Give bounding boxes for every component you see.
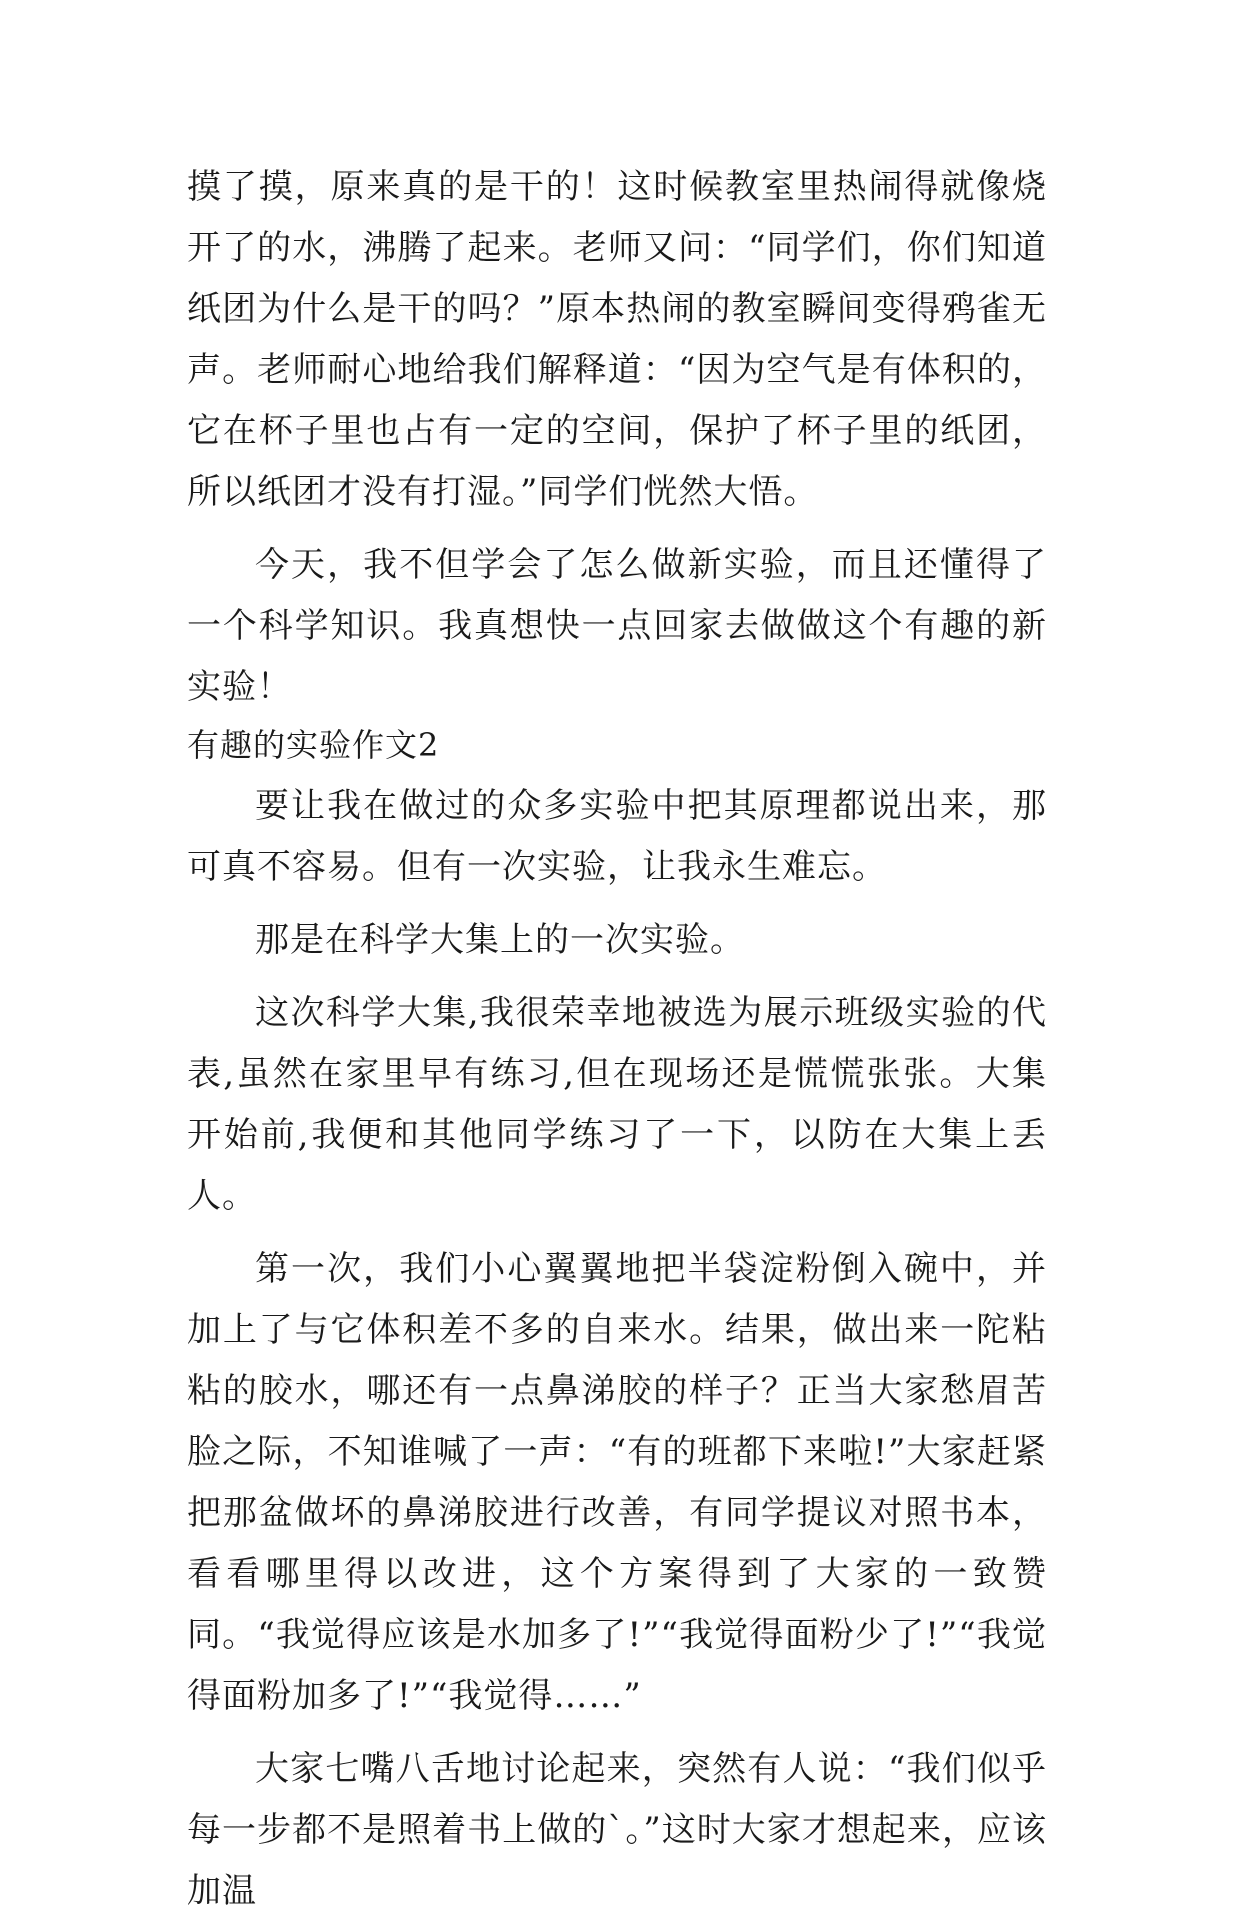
essay-title: 有趣的实验作文2 xyxy=(187,726,440,764)
paragraph-continued: 摸了摸，原来真的是干的！这时候教室里热闹得就像烧开了的水，沸腾了起来。老师又问：“同学们，你们知道纸团为什么是干的吗？”原本热闹的教室瞬间变得鸦雀无声。老师耐心地给我们解释道：“因为空气是有体积的，它在杯子里也占有一定的空间，保护了杯子里的纸团，所以纸团才没有打湿。”同学们恍然大悟。 xyxy=(187,167,1047,512)
paragraph-conclusion: 今天，我不但学会了怎么做新实验，而且还懂得了一个科学知识。我真想快一点回家去做做这个有趣的新实验！ xyxy=(187,545,1047,707)
paragraph-preparation: 这次科学大集,我很荣幸地被选为展示班级实验的代表,虽然在家里早有练习,但在现场还是慌慌张张。大集开始前,我便和其他同学练习了一下，以防在大集上丢人。 xyxy=(187,993,1047,1216)
paragraph-intro: 要让我在做过的众多实验中把其原理都说出来，那可真不容易。但有一次实验，让我永生难忘。 xyxy=(187,786,1047,887)
paragraph-setting: 那是在科学大集上的一次实验。 xyxy=(255,920,745,960)
paragraph-discussion: 大家七嘴八舌地讨论起来，突然有人说：“我们似乎每一步都不是照着书上做的`。”这时大家才想起来，应该加温 xyxy=(187,1749,1047,1911)
paragraph-first-attempt: 第一次，我们小心翼翼地把半袋淀粉倒入碗中，并加上了与它体积差不多的自来水。结果，做出来一陀粘粘的胶水，哪还有一点鼻涕胶的样子？正当大家愁眉苦脸之际，不知谁喊了一声：“有的班都下来啦!”大家赶紧把那盆做坏的鼻涕胶进行改善，有同学提议对照书本，看看哪里得以改进，这个方案得到了大家的一致赞同。“我觉得应该是水加多了!”“我觉得面粉少了!”“我觉得面粉加多了!”“我觉得……” xyxy=(187,1249,1047,1716)
essay-body xyxy=(187,157,1047,1922)
